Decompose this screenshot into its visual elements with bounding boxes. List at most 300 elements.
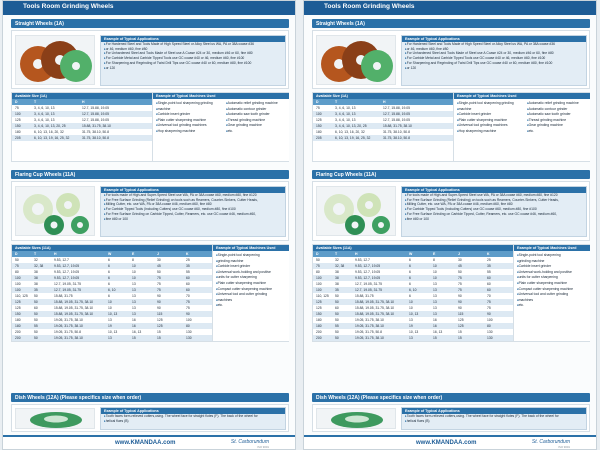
machines-list-left (454, 101, 524, 135)
table-cell: 205 (15, 136, 21, 141)
machine-item: ■ Universal tool and cutter grinding (213, 292, 290, 298)
page-title: Tools Room Grinding Wheels (324, 3, 415, 10)
column-header: T (34, 252, 37, 257)
table-cell: 200 (316, 336, 322, 341)
table-cell: 38 (335, 282, 339, 287)
machines-list (514, 253, 591, 309)
application-item: ▸ For tools made of High-and Super-Speed Steel use WA, PA or 38A coase #60, medium #80, fine #120 (402, 193, 586, 198)
table-cell: 115 (157, 312, 163, 317)
machine-item: ■ grinding machine (213, 259, 290, 265)
machine-item: ■ Single-point tool sharpening (213, 253, 290, 259)
straight-applications-box (100, 35, 286, 86)
table-row (12, 135, 152, 141)
table-cell: 60 (487, 276, 491, 281)
table-cell: 70 (487, 294, 491, 299)
table-cell: 15.88, 31.75 (54, 294, 73, 299)
table-cell: 35 (34, 288, 38, 293)
certification-mark: ISO 9001 (257, 445, 269, 449)
table-cell: 6, 10, 13, 16, 20, 32 (34, 130, 64, 135)
table-cell: 16, 13 (433, 330, 443, 335)
machine-item: ■ Carbide insert grinder (213, 264, 290, 270)
website-link[interactable]: www.KMANDAA.com (416, 440, 477, 446)
section-title: Dish Wheels (12A) (Please specifics size when order) (15, 394, 142, 401)
flaring-machines-box (513, 245, 590, 341)
table-cell: 13 (433, 312, 437, 317)
table-cell: 45 (157, 264, 161, 269)
application-item: ▸ For Unhardened Steel and Tools Made of Steel use A Coase #24 or 30, medium #46 or 60, fine #80 (402, 51, 586, 56)
table-cell: 13 (433, 282, 437, 287)
table-cell: 13 (108, 318, 112, 323)
table-cell: 19.05, 31.75, 50.8 (355, 330, 382, 335)
table-cell: 75 (487, 300, 491, 305)
column-header: J (458, 252, 460, 257)
table-cell: 8 (132, 258, 134, 263)
website-link[interactable]: www.KMANDAA.com (115, 440, 176, 446)
flaring-cup-panel (312, 181, 590, 241)
machine-item: ■ Automatic contour grinder (223, 107, 290, 113)
table-cell: 110, 125 (316, 294, 329, 299)
table-cell: 10 (433, 270, 437, 275)
table-cell: 15.88, 19.05, 31.75, 38.10 (355, 306, 395, 311)
machine-item: ■ machines (213, 298, 290, 304)
table-cell: 15 (157, 336, 161, 341)
application-item: ▸ For Carbide Tipped Tools (Including Cutters) use GC coase #60, medium #80, fine #100 (402, 207, 586, 212)
machine-item: ■ Thread grinding machine (223, 118, 290, 124)
table-row (12, 335, 212, 341)
machine-item: ■ Universal tool and cutter grinding (514, 292, 591, 298)
machine-item: ■ Carbide insert grinder (454, 112, 524, 118)
table-cell: 55 (34, 324, 38, 329)
table-cell: 45 (458, 264, 462, 269)
table-cell: 19 (409, 324, 413, 329)
table-cell: 125 (157, 318, 163, 323)
table-cell: 15.88, 19.05, 31.75, 38.10 (355, 312, 395, 317)
table-cell: 19.05, 31.75, 38.10 (54, 318, 83, 323)
table-cell: 10 (108, 300, 112, 305)
machines-heading: Example of Typical Machines Used (153, 93, 289, 99)
certification-mark: ISO 9001 (558, 445, 570, 449)
section-title: Straight Wheels (1A) (316, 20, 365, 27)
table-cell: 6 (409, 264, 411, 269)
table-cell: 150 (316, 124, 322, 129)
application-item: ▸ For Free Surface Grinding on Carbide Tipped, Cutter, Reamers, etc. use GC coase #46, medium #60, (402, 212, 586, 217)
table-cell: 90 (458, 300, 462, 305)
dish-wheel-photo (316, 408, 396, 429)
table-cell: 100 (316, 276, 322, 281)
flaring-applications-box (401, 186, 587, 237)
table-cell: 90 (186, 312, 190, 317)
table-cell: 50 (15, 258, 19, 263)
table-cell: 6 (409, 282, 411, 287)
table-cell: 15.88, 19.05, 31.75, 38.10 (54, 306, 94, 311)
application-item: ▸ For Unhardened Steel and Tools Made of Steel use A Coase #24 or 30, medium #46 or 60, fine #80 (101, 51, 285, 56)
table-cell: 60 (487, 282, 491, 287)
table-cell: 9.53, 12.7, 19.05 (355, 264, 381, 269)
table-cell: 55 (186, 270, 190, 275)
table-cell: 60 (34, 306, 38, 311)
table-cell: 50 (34, 330, 38, 335)
applications-heading: Example of Typical Applications (402, 187, 586, 193)
machine-item: ■ Universal work-holding and positive (213, 270, 290, 276)
table-cell: 180 (316, 324, 322, 329)
table-cell: 50 (335, 294, 339, 299)
machine-item: ■ etc. (213, 303, 290, 309)
flaring-cup-photo (316, 186, 396, 236)
flaring-sizes-table (312, 244, 590, 342)
table-cell: 115 (458, 312, 464, 317)
table-cell: 8 (433, 258, 435, 263)
machine-item: ■ Plain cutter sharpening machine (213, 281, 290, 287)
table-cell: 10, 13 (108, 330, 118, 335)
applications-heading: Example of Typical Applications (101, 187, 285, 193)
table-cell: 6 (108, 282, 110, 287)
application-item: ▸ helical flues (B) (402, 419, 586, 424)
application-item: ▸ For Carbide Tipped Tools (Including Cutters) use GC coase #60, medium #80, fine #100 (101, 207, 285, 212)
column-header: T (34, 100, 37, 105)
table-cell: 6 (409, 270, 411, 275)
table-cell: 15 (458, 336, 462, 341)
table-cell: 32, 38 (34, 264, 44, 269)
table-cell: 50 (335, 318, 339, 323)
table-cell: 16 (433, 324, 437, 329)
application-item: ▸ For Carbide Metal and Carbide Tipped Tools use GC coase #40 or 46, medium #60, fine #100 (402, 56, 586, 61)
machine-item: ■ Carbide insert grinder (514, 264, 591, 270)
machine-item: ■ etc. (514, 303, 591, 309)
table-cell: 19.05, 31.75, 50.8 (54, 330, 81, 335)
application-item: ▸ For Hardened Steel and Tools Made of High Speed Steel or Alloy Steel us WA, PA or 38A coase #36 (101, 42, 285, 47)
table-cell: 75 (487, 306, 491, 311)
table-cell: 125 (15, 300, 21, 305)
table-cell: 25 (186, 258, 190, 263)
table-cell: 10 (433, 264, 437, 269)
table-cell: 10 (433, 276, 437, 281)
table-cell: 200 (316, 330, 322, 335)
table-cell: 13 (433, 300, 437, 305)
table-cell: 35 (186, 264, 190, 269)
table-cell: 90 (157, 294, 161, 299)
machine-item: ■ Universal work-holding and positive (514, 270, 591, 276)
table-cell: 9.53, 12.7 (355, 258, 370, 263)
table-cell: 13 (409, 336, 413, 341)
table-cell: 10, 13 (409, 330, 419, 335)
application-item: ▸ For Free Surface Grinding (Relief Grinding) on tools such as Reamers, Counter-Sinkers, Cutter Heads, (101, 198, 285, 203)
table-cell: 90 (458, 294, 462, 299)
machine-item: ■ Automatic saw tooth grinder (524, 112, 591, 118)
table-cell: 130 (186, 336, 192, 341)
applications-heading: Example of Typical Applications (101, 408, 285, 414)
page-title: Tools Room Grinding Wheels (23, 3, 114, 10)
machine-item: ■ Single-point tool sharpening grinding (454, 101, 524, 107)
table-cell: 130 (487, 330, 493, 335)
section-header-flaring-cup-wheels (312, 170, 590, 179)
column-header: E (132, 252, 135, 257)
table-cell: 3, 4, 6, 10, 13 (34, 106, 55, 111)
machine-item: ■ Automatic saw tooth grinder (223, 112, 290, 118)
table-cell: 6, 10, 13, 19, 16, 25, 32 (335, 136, 371, 141)
table-cell: 32 (34, 258, 38, 263)
sizes-heading: Available Size (1A) (12, 93, 152, 99)
table-cell: 31.75, 38.10, 50.8 (82, 130, 109, 135)
table-cell: 6 (409, 294, 411, 299)
section-header-straight-wheels (11, 19, 289, 28)
dish-wheel-image (317, 409, 397, 430)
table-cell: 12.7, 15.88, 19.05 (82, 106, 109, 111)
table-cell: 9.53, 12.7 (54, 258, 69, 263)
table-cell: 180 (15, 324, 21, 329)
machine-item: ■ Compact cutter sharpening machine (514, 287, 591, 293)
machine-item: ■ Single-point tool sharpening grinding (153, 101, 223, 107)
table-cell: 60 (186, 276, 190, 281)
machine-item: ■ Universal tool grinding machines (153, 123, 223, 129)
section-title: Flaring Cup Wheels (11A) (15, 171, 76, 178)
table-cell: 15.88, 31.75, 38.10 (82, 124, 111, 129)
table-cell: 13 (132, 312, 136, 317)
application-item: ▸ For Hardened Steel and Tools Made of High Speed Steel or Alloy Steel us WA, PA or 38A coase #36 (402, 42, 586, 47)
table-cell: 30 (157, 258, 161, 263)
table-cell: 10 (108, 306, 112, 311)
table-cell: 12.7, 15.88, 19.05 (82, 112, 109, 117)
table-cell: 6, 10 (409, 288, 417, 293)
table-cell: 9.53, 12.7, 19.05 (355, 276, 381, 281)
table-cell: 31.75, 38.10, 50.8 (383, 130, 410, 135)
table-cell: 3, 4, 6, 10, 13 (335, 106, 356, 111)
brand-logo: St. Carborundum (230, 439, 269, 445)
table-cell: 19.05, 31.75, 38.10 (355, 324, 384, 329)
machine-item: ■ Plain cutter sharpening machine (153, 118, 223, 124)
table-cell: 50 (157, 270, 161, 275)
table-cell: 110, 125 (15, 294, 28, 299)
page-header (3, 1, 295, 15)
sizes-heading: Available Size (1A) (313, 93, 453, 99)
table-cell: 3, 4, 6, 10, 13, 20, 25 (34, 124, 66, 129)
column-header: W (108, 252, 112, 257)
column-header: D (15, 100, 18, 105)
table-cell: 6, 10, 13, 19, 16, 25, 32 (34, 136, 70, 141)
application-item: ▸ or 46, medium #60, fine #80 (101, 47, 285, 52)
application-item: ▸ For tools made of High-and Super-Speed Steel use WA, PA or 38A coase #60, medium #80, fine #120 (101, 193, 285, 198)
table-cell: 12.7, 19.05, 31.75 (355, 288, 382, 293)
machine-item: ■ Automatic contour grinder (524, 107, 591, 113)
table-cell: 19.05, 31.75, 38.10 (54, 324, 83, 329)
table-cell: 31.75, 38.10, 50.8 (82, 136, 109, 141)
table-cell: 13 (409, 318, 413, 323)
machine-item: ■ units for cutter sharpening (514, 275, 591, 281)
table-cell: 50 (34, 318, 38, 323)
table-cell: 125 (15, 306, 21, 311)
dish-wheel-image (16, 409, 96, 430)
machine-item: ■ grinding machine (514, 259, 591, 265)
column-header: H (82, 100, 85, 105)
page-footer (304, 435, 596, 449)
table-cell: 100 (15, 112, 21, 117)
table-cell: 15.88, 19.05, 31.75, 38.10 (54, 300, 94, 305)
table-cell: 10, 13 (409, 312, 419, 317)
table-cell: 6, 10 (108, 288, 116, 293)
application-item: ▸ For Sharpening and Regrinding of Twist Drill Tips use GC coase #40 or 60, medium #80, fine #100 (101, 61, 285, 66)
catalog-page (2, 0, 296, 450)
table-cell: 125 (316, 118, 322, 123)
table-cell: 100 (15, 276, 21, 281)
table-cell: 130 (487, 336, 493, 341)
table-cell: 15.88, 19.05, 31.75, 38.10 (54, 312, 94, 317)
application-item: ▸ For Sharpening and Regrinding of Twist Drill Tips use GC coase #40 or 60, medium #80, fine #100 (402, 61, 586, 66)
table-row (313, 135, 453, 141)
straight-wheels-photo (316, 35, 396, 85)
table-cell: 3, 4, 6, 10, 13 (335, 112, 356, 117)
table-cell: 13 (433, 306, 437, 311)
application-item: ▸ Tooth faces form-relieved cutters,using. The wheel face for straight flutes (F). The back of the wheel for (101, 414, 285, 419)
table-cell: 3, 4, 6, 10, 13 (335, 118, 356, 123)
table-cell: 6 (409, 258, 411, 263)
application-item: ▸ For Free Surface Grinding (Relief Grinding) on tools such as Reamers, Counter-Sinkers, Cutter Heads, (402, 198, 586, 203)
table-cell: 13 (132, 282, 136, 287)
applications-heading: Example of Typical Applications (101, 36, 285, 42)
machine-item: ■ Gear grinding machine (524, 123, 591, 129)
table-cell: 10 (132, 264, 136, 269)
table-cell: 13 (132, 306, 136, 311)
section-title: Dish Wheels (12A) (Please specifics size when order) (316, 394, 443, 401)
table-cell: 16 (433, 318, 437, 323)
table-cell: 80 (15, 270, 19, 275)
table-cell: 60 (335, 306, 339, 311)
table-cell: 200 (15, 330, 21, 335)
table-cell: 100 (316, 112, 322, 117)
flaring-sizes-table (11, 244, 289, 342)
table-cell: 75 (316, 106, 320, 111)
table-cell: 180 (316, 318, 322, 323)
table-cell: 13 (108, 336, 112, 341)
table-cell: 50 (316, 258, 320, 263)
table-cell: 180 (15, 318, 21, 323)
table-cell: 3, 4, 6, 10, 13 (34, 112, 55, 117)
table-cell: 80 (487, 324, 491, 329)
grinding-wheels-image (16, 36, 96, 86)
column-header: D (15, 252, 18, 257)
straight-wheels-panel (312, 30, 590, 89)
table-cell: 9.53, 12.7, 19.05 (355, 270, 381, 275)
machines-heading: Example of Typical Machines Used (213, 245, 289, 251)
applications-list (101, 414, 285, 423)
table-cell: 100 (15, 288, 21, 293)
table-cell: 13 (433, 288, 437, 293)
machine-item: ■ Hop sharpening machine (153, 129, 223, 135)
table-cell: 100 (316, 288, 322, 293)
table-cell: 15 (157, 330, 161, 335)
column-header: K (186, 252, 189, 257)
machines-heading: Example of Typical Machines Used (454, 93, 590, 99)
dish-applications-box (100, 407, 286, 430)
applications-list (402, 42, 586, 70)
machine-item: ■ machines (514, 298, 591, 304)
column-header: H (383, 100, 386, 105)
table-cell: 75 (458, 288, 462, 293)
brand-logo: St. Carborundum (531, 439, 570, 445)
machine-item: ■ machine (153, 107, 223, 113)
table-cell: 130 (186, 330, 192, 335)
table-cell: 30 (458, 258, 462, 263)
table-cell: 50 (34, 294, 38, 299)
table-cell: 38 (34, 276, 38, 281)
straight-machines-box (453, 93, 590, 161)
table-cell: 15.88, 31.75, 38.10 (383, 124, 412, 129)
page-header (304, 1, 596, 15)
machine-item: ■ Automatic relief grinding machine (223, 101, 290, 107)
application-item: ▸ Milling Cutter, etc. use WA, PA or 38A coase #46, medium #60, fine #80 (402, 202, 586, 207)
column-header: T (335, 252, 338, 257)
table-cell: 15 (132, 336, 136, 341)
machine-item: ■ Universal tool grinding machines (454, 123, 524, 129)
section-header-flaring-cup-wheels (11, 170, 289, 179)
table-cell: 50 (34, 336, 38, 341)
straight-wheels-photo (15, 35, 95, 85)
table-cell: 75 (458, 282, 462, 287)
table-cell: 35 (487, 264, 491, 269)
dish-wheels-panel (312, 404, 590, 432)
table-cell: 90 (487, 312, 491, 317)
table-cell: 100 (316, 282, 322, 287)
machines-list-left (153, 101, 223, 135)
table-cell: 16 (132, 324, 136, 329)
sizes-heading: Available Sizes (11A) (313, 245, 513, 251)
table-cell: 13 (433, 294, 437, 299)
table-cell: 19.05, 31.75, 38.10 (355, 336, 384, 341)
dish-wheel-photo (15, 408, 95, 429)
table-cell: 10 (132, 270, 136, 275)
machine-item: ■ Automatic relief grinding machine (524, 101, 591, 107)
table-cell: 75 (186, 300, 190, 305)
table-cell: 12.7, 15.88, 19.05 (383, 118, 410, 123)
table-cell: 25 (487, 258, 491, 263)
application-item: ▸ Tooth faces form-relieved cutters,using. The wheel face for straight flutes (F). The back of the wheel for (402, 414, 586, 419)
table-cell: 12.7, 19.05, 31.75 (355, 282, 382, 287)
machine-item: ■ Single-point tool sharpening (514, 253, 591, 259)
application-item: ▸ Milling Cutter, etc. use WA, PA or 38A coase #46, medium #60, fine #80 (101, 202, 285, 207)
column-header: E (433, 252, 436, 257)
table-cell: 31.75, 38.10, 50.8 (383, 136, 410, 141)
table-cell: 90 (458, 306, 462, 311)
table-cell: 3, 4, 6, 10, 13, 20, 25 (335, 124, 367, 129)
table-cell: 60 (186, 282, 190, 287)
table-cell: 100 (487, 318, 493, 323)
machine-item: ■ machine (454, 107, 524, 113)
sizes-heading: Available Sizes (11A) (12, 245, 212, 251)
table-cell: 125 (157, 324, 163, 329)
table-cell: 10 (132, 276, 136, 281)
table-cell: 75 (458, 276, 462, 281)
application-item: ▸ For Free Surface Grinding on Carbide Tipped, Cutter, Reamers, etc. use GC coase #46, medium #60, (101, 212, 285, 217)
dish-applications-box (401, 407, 587, 430)
application-item: ▸ fine #80 or 100 (402, 217, 586, 222)
straight-sizes-table (312, 92, 590, 162)
applications-heading: Example of Typical Applications (402, 408, 586, 414)
table-cell: 6 (108, 264, 110, 269)
table-cell: 125 (458, 318, 464, 323)
table-cell: 15 (458, 330, 462, 335)
machine-item: ■ Plain cutter sharpening machine (514, 281, 591, 287)
table-cell: 70 (186, 294, 190, 299)
machine-item: ■ Plain cutter sharpening machine (454, 118, 524, 124)
table-cell: 75 (15, 106, 19, 111)
section-title: Flaring Cup Wheels (11A) (316, 171, 377, 178)
application-item: ▸ or 120 (101, 66, 285, 71)
cup-wheels-image (317, 187, 397, 237)
column-header: T (335, 100, 338, 105)
table-cell: 90 (157, 306, 161, 311)
table-cell: 6 (108, 270, 110, 275)
catalog-page (303, 0, 597, 450)
table-cell: 10, 13 (108, 312, 118, 317)
machine-item: ■ Hop sharpening machine (454, 129, 524, 135)
